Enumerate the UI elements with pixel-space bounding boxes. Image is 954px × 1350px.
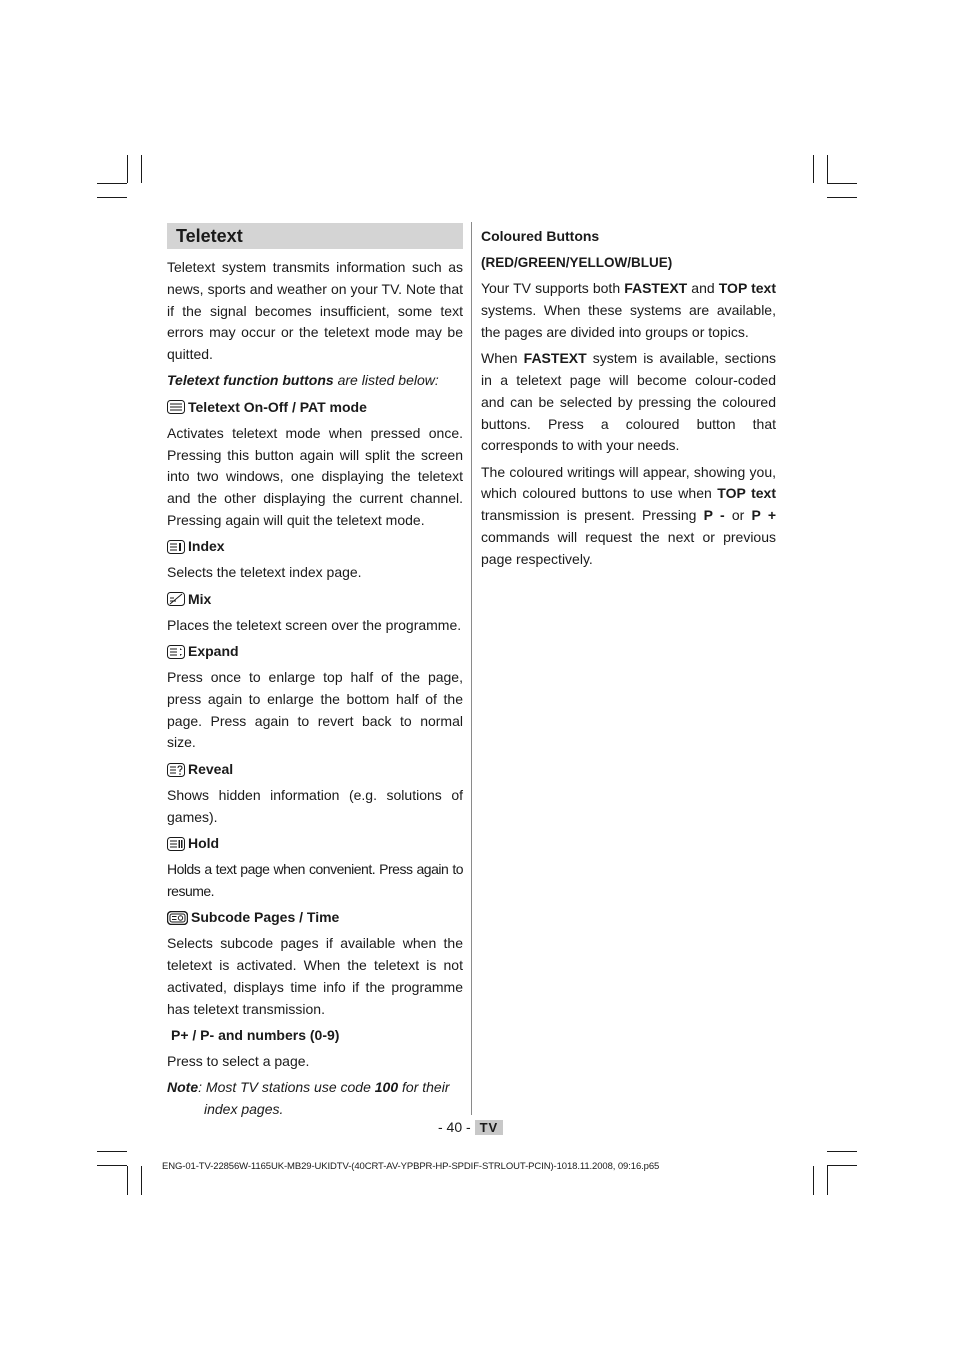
crop-mark bbox=[97, 183, 127, 184]
crop-mark bbox=[127, 1166, 128, 1195]
coloured-buttons-heading: Coloured Buttons bbox=[481, 228, 600, 244]
subcode-icon bbox=[167, 911, 188, 925]
note-paragraph: Note: Most TV stations use code 100 for their index pages. bbox=[167, 1079, 450, 1117]
crop-mark bbox=[97, 197, 127, 198]
item-heading-subcode: Subcode Pages / Time bbox=[167, 907, 463, 929]
pplus-body: Press to select a page. bbox=[167, 1052, 310, 1069]
item-heading-reveal: Reveal bbox=[167, 759, 463, 781]
item-heading-mix: Mix bbox=[167, 589, 463, 611]
crop-mark bbox=[141, 1166, 142, 1195]
crop-mark bbox=[827, 1151, 857, 1152]
item-body-mix: Places the teletext screen over the programme. bbox=[167, 616, 462, 633]
page-number: - 40 - TV bbox=[438, 1119, 503, 1136]
item-heading-teletext: Teletext On-Off / PAT mode bbox=[167, 397, 463, 419]
print-footer: ENG-01-TV-22856W-1165UK-MB29-UKIDTV-(40CRT-AV-YPBPR-HP-SPDIF-STRLOUT-PCIN)-1018.11.2008, 09:16.p65 bbox=[162, 1161, 660, 1172]
teletext-icon bbox=[167, 400, 185, 414]
right-paragraph-2: When FASTEXT system is available, sections in a teletext page will become colour-coded and can be selected by pressing the coloured buttons. Press a coloured button that corresponds to with your needs. bbox=[481, 350, 776, 454]
item-body-index: Selects the teletext index page. bbox=[167, 564, 362, 581]
page-badge: TV bbox=[475, 1120, 504, 1135]
crop-mark bbox=[127, 155, 128, 183]
crop-mark bbox=[827, 1165, 857, 1166]
column-divider bbox=[471, 222, 472, 1115]
hold-icon bbox=[167, 837, 185, 851]
coloured-buttons-subheading: (RED/GREEN/YELLOW/BLUE) bbox=[481, 255, 673, 271]
crop-mark bbox=[827, 155, 828, 183]
right-paragraph-3: The coloured writings will appear, showing you, which coloured buttons to use when TOP text transmission is present. Pressing P - or P + commands will request the next or previous page respectively. bbox=[481, 463, 776, 567]
crop-mark bbox=[827, 183, 857, 184]
left-column bbox=[167, 223, 463, 1121]
item-body-hold: Holds a text page when convenient. Press again to resume. bbox=[167, 861, 463, 899]
crop-mark bbox=[827, 197, 857, 198]
item-body-subcode: Selects subcode pages if available when the teletext is activated. When the teletext is not activated, displays time info if the programme has teletext transmission. bbox=[167, 935, 463, 1017]
crop-mark bbox=[827, 1166, 828, 1195]
intro-paragraph: Teletext system transmits information such as news, sports and weather on your TV. Note that if the signal becomes insufficient, some text errors may occur or the teletext mode may be quitted. bbox=[167, 259, 463, 363]
item-body-reveal: Shows hidden information (e.g. solutions of games). bbox=[167, 786, 463, 825]
item-heading-hold: Hold bbox=[167, 833, 463, 855]
crop-mark bbox=[141, 155, 142, 183]
index-icon bbox=[167, 540, 185, 554]
reveal-icon bbox=[167, 763, 185, 777]
item-body-teletext: Activates teletext mode when pressed once. Pressing this button again will split the screen into two windows, one displaying the teletext and the other displaying the current channel. Pressing again will quit the teletext mode. bbox=[167, 424, 463, 528]
item-heading-expand: Expand bbox=[167, 641, 463, 663]
pplus-heading: P+ / P- and numbers (0-9) bbox=[171, 1026, 340, 1043]
crop-mark bbox=[97, 1151, 127, 1152]
mix-icon bbox=[167, 592, 185, 606]
item-body-expand: Press once to enlarge top half of the page, press again to enlarge the bottom half of the page. Press again to revert back to normal size. bbox=[167, 669, 463, 751]
right-column bbox=[481, 226, 776, 575]
item-heading-index: Index bbox=[167, 536, 463, 558]
expand-icon bbox=[167, 645, 185, 659]
right-paragraph-1: Your TV supports both FASTEXT and TOP text systems. When these systems are available, the pages are divided into groups or topics. bbox=[481, 280, 777, 340]
crop-mark bbox=[813, 1166, 814, 1195]
crop-mark bbox=[97, 1165, 127, 1166]
section-title: Teletext bbox=[167, 223, 463, 249]
function-buttons-label: Teletext function buttons are listed below: bbox=[167, 372, 439, 389]
crop-mark bbox=[813, 155, 814, 183]
